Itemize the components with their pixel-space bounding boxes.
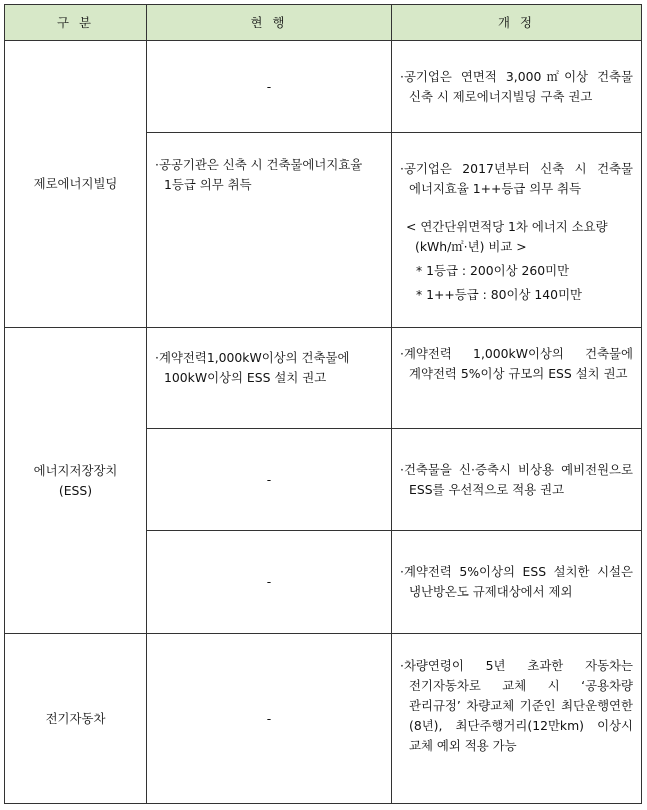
header-current: 현 행	[147, 5, 392, 41]
category-ess-line2: (ESS)	[58, 482, 93, 498]
revised-cell	[392, 328, 642, 429]
current-cell: -	[147, 41, 392, 133]
table-row	[5, 328, 642, 429]
revised-text: ·계약전력 1,000kW이상의 건축물에 계약전력 5%이상 규모의 ESS 설치 권고	[400, 346, 633, 381]
current-cell: -	[147, 531, 392, 634]
revised-text: ·공기업은 연면적 3,000㎡이상 건축물 신축 시 제로에너지빌딩 구축 권고	[400, 68, 633, 104]
category-ev: 전기자동차	[5, 634, 147, 804]
grade-1-line: * 1등급 : 200이상 260미만	[416, 263, 570, 278]
current-cell	[147, 328, 392, 429]
revised-cell	[392, 41, 642, 133]
revised-text: ·건축물을 신·증축시 비상용 예비전원으로 ESS를 우선적으로 적용 권고	[400, 461, 633, 497]
revised-text: ·차량연령이 5년 초과한 자동차는 전기자동차로 교체 시 ‘공용차량 관리규정’ 차량교체 기준인 최단운행연한(8년), 최단주행거리(12만km) 이상시 교체 예외 적용 가능	[400, 658, 633, 753]
grade-1pp-line: * 1++등급 : 80이상 140미만	[416, 287, 583, 302]
current-cell	[147, 133, 392, 328]
revised-cell	[392, 634, 642, 804]
current-cell: -	[147, 634, 392, 804]
category-ess	[5, 328, 147, 634]
revised-text: ·계약전력 5%이상의 ESS 설치한 시설은 냉난방온도 규제대상에서 제외	[400, 564, 633, 599]
current-text: ·공공기관은 신축 시 건축물에너지효율 1등급 의무 취득	[155, 157, 363, 192]
category-ess-line1: 에너지저장장치	[33, 462, 118, 478]
table-row	[5, 41, 642, 133]
revised-cell	[392, 531, 642, 634]
category-zeb: 제로에너지빌딩	[5, 41, 147, 328]
policy-comparison-table	[4, 4, 642, 804]
current-text: ·계약전력1,000kW이상의 건축물에 100kW이상의 ESS 설치 권고	[155, 350, 350, 385]
revised-text: ·공기업은 2017년부터 신축 시 건축물 에너지효율 1++등급 의무 취득	[400, 161, 633, 196]
header-category: 구 분	[5, 5, 147, 41]
energy-note: < 연간단위면적당 1차 에너지 소요량(kWh/㎡·년) 비교 >	[406, 219, 608, 254]
header-row	[5, 5, 642, 41]
revised-cell	[392, 133, 642, 328]
header-revised: 개 정	[392, 5, 642, 41]
table-row	[5, 634, 642, 804]
revised-cell	[392, 429, 642, 531]
current-cell: -	[147, 429, 392, 531]
